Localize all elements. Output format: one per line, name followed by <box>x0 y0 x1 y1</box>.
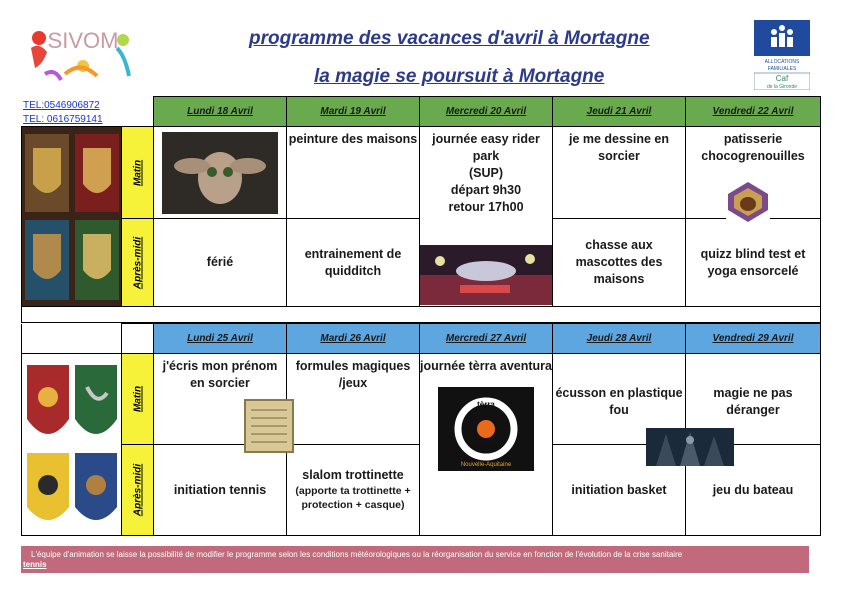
week1-fri-morning: patisserie chocogrenouilles <box>686 127 821 219</box>
page-title: programme des vacances d'avril à Mortagne <box>249 28 650 49</box>
week1-thu-morning: je me dessine en sorcier <box>553 127 686 219</box>
week2-wed-day: journée tèrra aventura tèrra aventura Nouvelle-Aquitaine <box>420 354 553 536</box>
week2-day-2: Mardi 26 Avril <box>287 324 420 354</box>
caf-logo-line1: ALLOCATIONS <box>764 59 800 65</box>
week1-day-1: Lundi 18 Avril <box>154 97 287 127</box>
week1-tue-morning: peinture des maisons <box>287 127 420 219</box>
week1-day-5: Vendredi 22 Avril <box>686 97 821 127</box>
chocogrenouille-image <box>726 180 770 224</box>
caf-logo-line2: FAMILIALES <box>767 66 797 72</box>
phone-link-1[interactable]: TEL:0546906872 <box>23 100 100 111</box>
week1-afternoon-label: Après-midi <box>122 219 154 307</box>
week2-tue-morning: formules magiques /jeux <box>287 354 420 445</box>
week1-table <box>21 96 821 323</box>
week1-tue-afternoon: entrainement de quidditch <box>287 219 420 307</box>
footer-notice-text: L'équipe d'animation se laisse la possibilité de modifier le programme selon les conditions météorologiques ou la réorganisation du service en fonction de l'évolution de la crise sanitaire <box>31 550 683 559</box>
week2-day-1: Lundi 25 Avril <box>154 324 287 354</box>
week1-wed-day: journée easy rider park (SUP) départ 9h30 retour 17h00 <box>420 127 553 307</box>
hogwarts-crests-image-1 <box>22 127 122 307</box>
week1-day-3: Mercredi 20 Avril <box>420 97 553 127</box>
caf-logo-caf: Caf <box>775 74 789 83</box>
hogwarts-crests-image-2 <box>22 354 122 536</box>
footer-notice <box>21 546 809 573</box>
week1-morning-label: Matin <box>122 127 154 219</box>
week1-mon-morning <box>154 127 287 219</box>
week2-day-3: Mercredi 27 Avril <box>420 324 553 354</box>
sivom-logo-text: SIVOM <box>47 28 119 53</box>
dementors-image <box>646 428 734 466</box>
week1-day-2: Mardi 19 Avril <box>287 97 420 127</box>
week2-mon-morning: j'écris mon prénom en sorcier <box>154 354 287 445</box>
footer-notice-extra: tennis <box>23 560 47 569</box>
week2-thu-morning: écusson en plastique fou <box>553 354 686 445</box>
terra-logo-line1: tèrra <box>477 399 495 409</box>
week2-tue-afternoon: slalom trottinette (apporte ta trottinette + protection + casque) <box>287 445 420 536</box>
sivom-logo <box>25 18 141 88</box>
caf-logo <box>754 20 810 90</box>
week2-day-4: Jeudi 28 Avril <box>553 324 686 354</box>
week2-mon-afternoon: initiation tennis <box>154 445 287 536</box>
skatepark-image <box>420 245 552 305</box>
week2-day-5: Vendredi 29 Avril <box>686 324 821 354</box>
week2-afternoon-label: Après-midi <box>122 445 154 536</box>
caf-logo-region: de la Gironde <box>766 84 798 90</box>
week-separator <box>22 307 821 323</box>
week2-thu-afternoon: initiation basket <box>553 445 686 536</box>
week2-fri-morning: magie ne pas déranger <box>686 354 821 445</box>
terra-logo-line2: aventura <box>471 443 501 451</box>
week1-fri-afternoon: quizz blind test et yoga ensorcelé <box>686 219 821 307</box>
terra-logo-region: Nouvelle-Aquitaine <box>460 461 512 468</box>
phone-link-2[interactable]: TEL: 0616759141 <box>23 114 103 125</box>
week1-thu-afternoon: chasse aux mascottes des maisons <box>553 219 686 307</box>
week1-day-4: Jeudi 21 Avril <box>553 97 686 127</box>
week2-morning-label: Matin <box>122 354 154 445</box>
parchment-image <box>243 398 295 454</box>
week1-mon-afternoon: férié <box>154 219 287 307</box>
terra-aventura-logo <box>438 387 534 471</box>
page-subtitle: la magie se poursuit à Mortagne <box>314 66 605 87</box>
week2-fri-afternoon: jeu du bateau <box>686 445 821 536</box>
dobby-image <box>162 132 278 214</box>
